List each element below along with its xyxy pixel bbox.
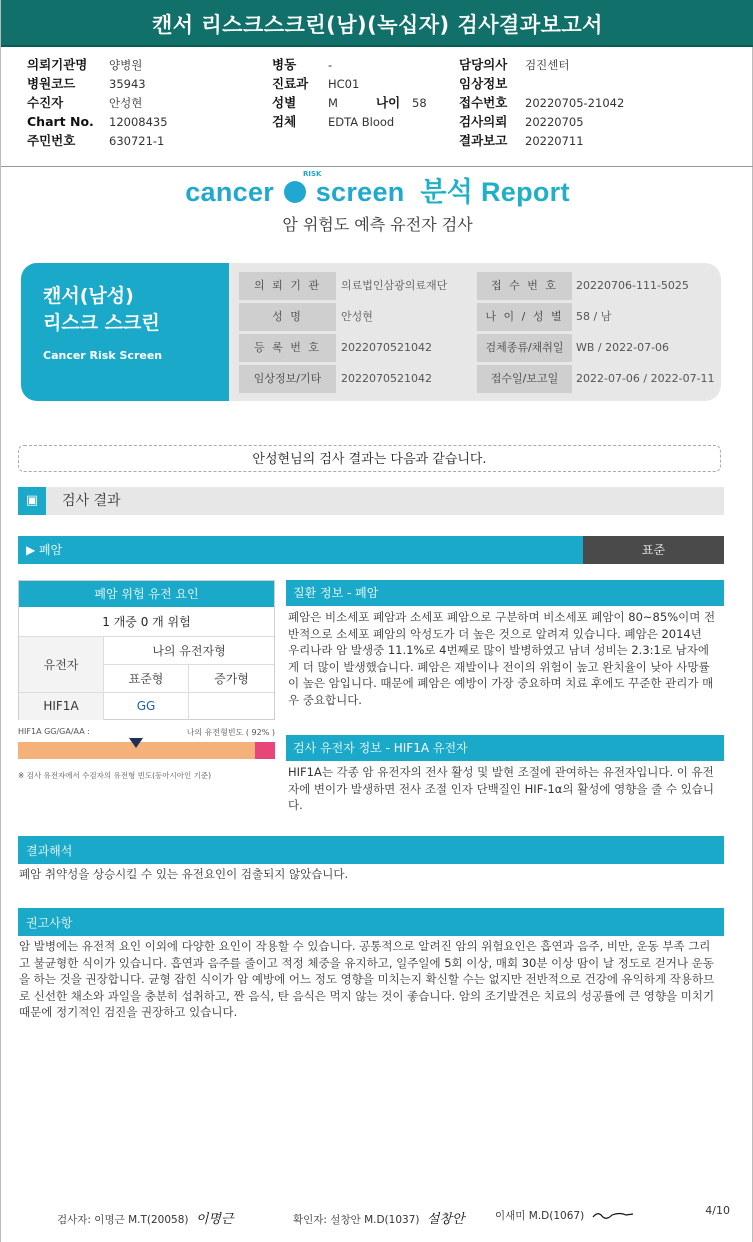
card-title-line2: 리스크 스크린 xyxy=(43,312,160,334)
header-value: 20220705 xyxy=(525,115,584,129)
tester-label: 검사자: 이명근 M.T(20058) xyxy=(57,1214,189,1226)
section-header xyxy=(18,487,724,515)
header-value: EDTA Blood xyxy=(328,115,395,129)
header-key: 성별 xyxy=(272,95,297,110)
header-key: 검사의뢰 xyxy=(459,114,508,129)
section-title: 검사 결과 xyxy=(62,493,121,509)
header-value: - xyxy=(328,58,333,72)
header-key: 임상정보 xyxy=(459,76,508,91)
gene-info-text: HIF1A는 각종 암 유전자의 전사 활성 및 발현 조절에 관여하는 유전자입니다. 이 유전자에 변이가 발생하면 전사 조절 인자 단백질인 HIF-1α의 활성에 영향을 줄 수 있습니다. xyxy=(288,765,714,812)
scale-left-label: HIF1A GG/GA/AA : xyxy=(18,727,90,736)
info-value: 58 / 남 xyxy=(576,310,612,323)
header-col-3 xyxy=(459,55,624,150)
col-gene-header: 유전자 xyxy=(19,637,104,693)
interpretation-text: 폐암 취약성을 상승시킬 수 있는 유전요인이 검출되지 않았습니다. xyxy=(19,867,349,881)
scale-right-label: 나의 유전형빈도 ( 92% ) xyxy=(186,728,275,737)
monitor-icon: ▣ xyxy=(18,487,46,515)
gene-risk-box xyxy=(18,580,275,720)
disease-info-header: 질환 정보 - 폐암 xyxy=(286,580,724,606)
header-key: 결과보고 xyxy=(459,133,508,148)
header-key: Chart No. xyxy=(27,114,94,129)
header-value: 안성현 xyxy=(109,96,143,110)
header-key: 검체 xyxy=(272,114,297,129)
info-value: 2022070521042 xyxy=(341,372,432,385)
header-key: 담당의사 xyxy=(459,57,508,72)
doctor2-signature xyxy=(495,1208,634,1223)
logo-circle-icon xyxy=(284,181,306,203)
scale-high-segment xyxy=(255,742,275,759)
info-label: 의 뢰 기 관 xyxy=(239,272,336,300)
logo-report: 분석 Report xyxy=(420,177,570,207)
col-increased-header: 증가형 xyxy=(189,665,274,693)
disease-result-badge: 표준 xyxy=(583,536,724,564)
tester-handwritten-signature: 이명근 xyxy=(195,1212,234,1227)
col-standard-header: 표준형 xyxy=(104,665,189,693)
info-value: 20220706-111-5025 xyxy=(576,279,689,292)
info-card-title-block xyxy=(21,263,229,401)
increased-genotype-value xyxy=(189,693,274,720)
info-value: 2022070521042 xyxy=(341,341,432,354)
info-value: 안성현 xyxy=(341,310,373,323)
age-value: 58 xyxy=(412,96,427,110)
result-notice: 안성현님의 검사 결과는 다음과 같습니다. xyxy=(18,445,721,472)
confirmer-handwritten-signature: 설창안 xyxy=(426,1212,465,1227)
info-label: 접수일/보고일 xyxy=(477,365,572,393)
header-key: 병동 xyxy=(272,57,297,72)
age-key: 나이 xyxy=(376,95,401,110)
header-key: 병원코드 xyxy=(27,76,76,91)
info-label: 접 수 번 호 xyxy=(477,272,572,300)
info-label: 성 명 xyxy=(239,303,336,331)
header-value: 20220711 xyxy=(525,134,584,148)
doctor2-handwritten-signature xyxy=(592,1209,634,1221)
header-key: 접수번호 xyxy=(459,95,508,110)
card-title-line1: 캔서(남성) xyxy=(43,285,134,307)
recommendation-text: 암 발병에는 유전적 요인 이외에 다양한 요인이 작용할 수 있습니다. 공통적으로 알려진 암의 위험요인은 흡연과 음주, 비만, 운동 부족 그리고 불균형한 식이가 있습니다. 흡연과 음주를 줄이고 적정 체중을 유지하고, 일주일에 5회 이상, 매회 30분 이상 땀이 날 정도로 걷거나 운동을 하는 것을 권장합니다. 균형 잡힌 식이가 암 예방에 어느 정도 영향을 미치는지 확신할 수는 없지만 전반적으로 건강에 유익하게 작용하므로 신선한 채소와 과일을 충분히 섭취하고, 짠 음식, 탄 음식은 먹지 않는 것이 좋습니다. 암의 조기발견은 치료의 성공률에 큰 영향을 미치기 때문에 정기적인 검진을 권장하고 있습니다. xyxy=(19,939,715,1019)
doctor2-label: 이새미 M.D(1067) xyxy=(495,1210,585,1222)
logo-cancer: cancer xyxy=(185,177,275,207)
card-title-en: Cancer Risk Screen xyxy=(43,349,163,362)
standard-genotype-value: GG xyxy=(104,693,189,720)
header-col-2 xyxy=(272,55,427,131)
header-value: 35943 xyxy=(109,77,146,91)
confirmer-label: 확인자: 설창안 M.D(1037) xyxy=(293,1214,420,1226)
header-value: 검진센터 xyxy=(525,58,570,72)
info-label: 임상정보/기타 xyxy=(239,365,336,393)
recommendation-header: 권고사항 xyxy=(18,908,724,936)
interpretation-header: 결과해석 xyxy=(18,836,724,864)
info-label: 검체종류/채취일 xyxy=(477,334,572,362)
info-value: 의료법인삼광의료재단 xyxy=(341,279,448,292)
header-value: HC01 xyxy=(328,77,360,91)
header-value: 20220705-21042 xyxy=(525,96,625,110)
gene-name: HIF1A xyxy=(19,693,104,720)
header-value: 12008435 xyxy=(109,115,168,129)
scale-labels xyxy=(18,727,275,736)
gene-box-header: 폐암 위험 유전 요인 xyxy=(19,581,274,607)
risk-count: 1 개중 0 개 위험 xyxy=(19,607,274,637)
header-col-1 xyxy=(27,55,168,150)
confirmer-signature xyxy=(293,1208,465,1227)
report-title: 캔서 리스크스크린(남)(녹십자) 검사결과보고서 xyxy=(1,0,753,47)
logo-screen: screen xyxy=(315,177,405,207)
frequency-marker xyxy=(129,738,143,748)
info-label: 등 록 번 호 xyxy=(239,334,336,362)
frequency-scale-bar xyxy=(18,742,275,759)
header-key: 진료과 xyxy=(272,76,309,91)
info-value: 2022-07-06 / 2022-07-11 xyxy=(576,372,715,385)
signature-footer xyxy=(1,1202,753,1228)
col-genotype-header: 나의 유전자형 xyxy=(104,637,274,665)
header-value: 630721-1 xyxy=(109,134,165,148)
page-number: 4/10 xyxy=(705,1204,730,1217)
disease-info-text: 폐암은 비소세포 폐암과 소세포 폐암으로 구분하며 비소세포 폐암이 80~85%이며 전반적으로 소세포 폐암의 악성도가 더 높은 것으로 알려져 있습니다. 폐암은 2014년 우리나라 암 발생중 11.1%로 4번째로 많이 발병하였고 남녀 성비는 2.3:1로 남자에게 더 많이 발생했습니다. 폐암은 재발이나 전이의 위험이 높고 완치율이 낮아 사망률이 높은 암입니다. 때문에 폐암은 예방이 가장 중요하며 치료 후에도 꾸준한 관리가 매우 중요합니다. xyxy=(288,610,716,707)
logo-risk-mark: RISK xyxy=(303,170,322,178)
header-value: M xyxy=(328,96,338,110)
info-value: WB / 2022-07-06 xyxy=(576,341,670,354)
header-key: 주민번호 xyxy=(27,133,76,148)
disease-name-bar: ▶ 폐암 xyxy=(18,536,583,564)
gene-info-header: 검사 유전자 정보 - HIF1A 유전자 xyxy=(286,735,724,761)
header-key: 수진자 xyxy=(27,95,64,110)
report-subtitle: 암 위험도 예측 유전자 검사 xyxy=(282,215,473,234)
tester-signature xyxy=(57,1208,234,1227)
header-value: 양병원 xyxy=(109,58,143,72)
cancer-screen-logo xyxy=(1,170,753,209)
scale-footnote: ※ 검사 유전자에서 수검자의 유전형 빈도(동아시아인 기준) xyxy=(18,771,212,780)
info-label: 나 이 / 성 별 xyxy=(477,303,572,331)
patient-header xyxy=(1,55,753,167)
header-key: 의뢰기관명 xyxy=(27,57,88,72)
